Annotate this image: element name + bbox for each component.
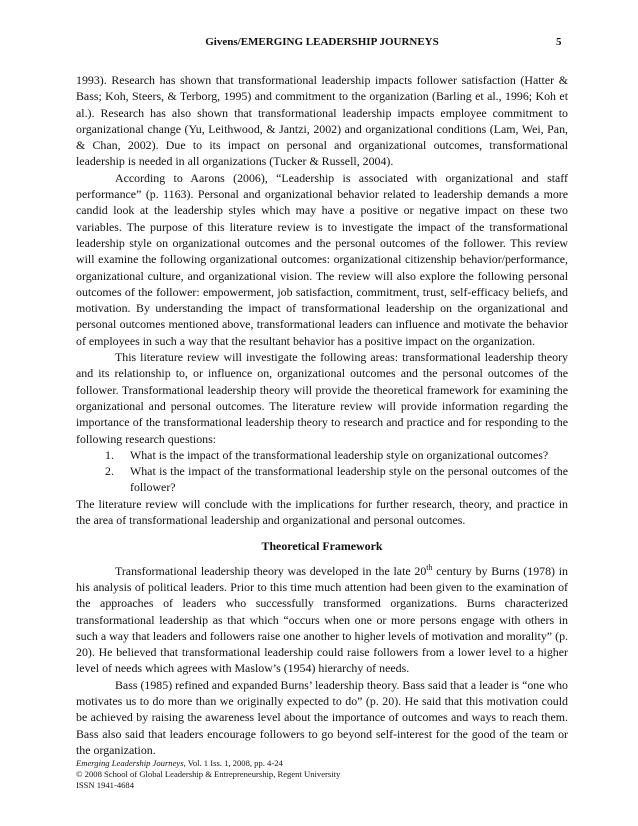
page-number: 5 — [556, 36, 562, 48]
list-item-text: What is the impact of the transformational leadership style on the personal outcomes of the follower? — [130, 464, 568, 495]
paragraph — [76, 563, 568, 677]
list-item-text: What is the impact of the transformational leadership style on organizational outcomes? — [130, 447, 549, 462]
journal-title: Emerging Leadership Journeys — [76, 758, 184, 768]
research-questions-list — [76, 447, 568, 496]
list-item-number: 2. — [105, 464, 114, 479]
copyright-line: © 2008 School of Global Leadership & Entrepreneurship, Regent University — [76, 769, 341, 779]
paragraph: 1993). Research has shown that transformational leadership impacts follower satisfaction (Hatter & Bass; Koh, Steers, & Terborg, 1995) and commitment to the organization (Barling et al., 1996; Koh et al.). Research has also shown that transformational leadership impacts employee commitment to organizational change (Yu, Leithwood, & Jantzi, 2002) and organizational conditions (Lam, Wei, Pan, & Chan, 2002). Due to its impact on personal and organizational outcomes, transformational leadership is needed in all organizations (Tucker & Russell, 2004). — [76, 73, 568, 169]
list-item — [76, 447, 568, 463]
text-run: century by Burns (1978) in his analysis of political leaders. Prior to this time much attention had been given to the examination of the approaches of leaders who successfully transformed organizations. Burns characterized transformational leadership as that which “occurs when one or more persons engage with others in such a way that leaders and followers raise one another to higher levels of motivation and morality” (p. 20). He believed that transformational leadership could raise followers from a lower level to a higher level of needs which agrees with Maslow’s (1954) hierarchy of needs. — [76, 563, 568, 676]
citation-details: , Vol. 1 Iss. 1, 2008, pp. 4-24 — [183, 758, 283, 768]
paragraph: Bass (1985) refined and expanded Burns’ leadership theory. Bass said that a leader is “one who motivates us to do more than we originally expected to do” (p. 20). He said that this motivation could be achieved by raising the awareness level about the importance of outcomes and ways to reach them. Bass also said that leaders encourage followers to go beyond self-interest for the good of the team or the organization. — [76, 677, 568, 757]
text-run: Transformational leadership theory was developed in the late 20 — [115, 563, 427, 578]
superscript: th — [426, 562, 433, 572]
running-header: Givens/EMERGING LEADERSHIP JOURNEYS — [205, 36, 439, 48]
list-item — [76, 463, 568, 496]
closing-paragraph: The literature review will conclude with the implications for further research, theory, and practice in the area of transformational leadership and organizational and personal outcomes. — [76, 496, 568, 528]
page-footer — [76, 758, 568, 791]
footer-citation-line — [76, 758, 568, 769]
paragraph: According to Aarons (2006), “Leadership is associated with organizational and staff performance” (p. 1163). Personal and organizational behavior related to leadership demands a more candid look at the leadership styles which may have a positive or negative impact on these two variables. The purpose of this literature review is to investigate the impact of the transformational leadership style on organizational outcomes and the personal outcomes of the follower. This review will examine the following organizational outcomes: organizational citizenship behavior/performance, organizational culture, and organizational vision. The review will also explore the following personal outcomes of the follower: empowerment, job satisfaction, commitment, trust, self-efficacy beliefs, and motivation. By understanding the impact of transformational leadership on the organizational and personal outcomes mentioned above, transformational leaders can influence and motivate the behavior of employees in such a way that the resultant behavior has a positive impact on the organization. — [76, 170, 568, 348]
issn-line: ISSN 1941-4684 — [76, 780, 135, 790]
body-text — [76, 72, 568, 758]
section-heading: Theoretical Framework — [261, 539, 383, 554]
paragraph: This literature review will investigate the following areas: transformational leadership theory and its relationship to, or influence on, organizational outcomes and the personal outcomes of the follower. Transformational leadership theory will provide the theoretical framework for examining the organizational and personal outcomes. The literature review will provide information regarding the importance of the transformational leadership theory to research and practice and for responding to the following research questions: — [76, 350, 568, 446]
list-item-number: 1. — [105, 447, 114, 462]
